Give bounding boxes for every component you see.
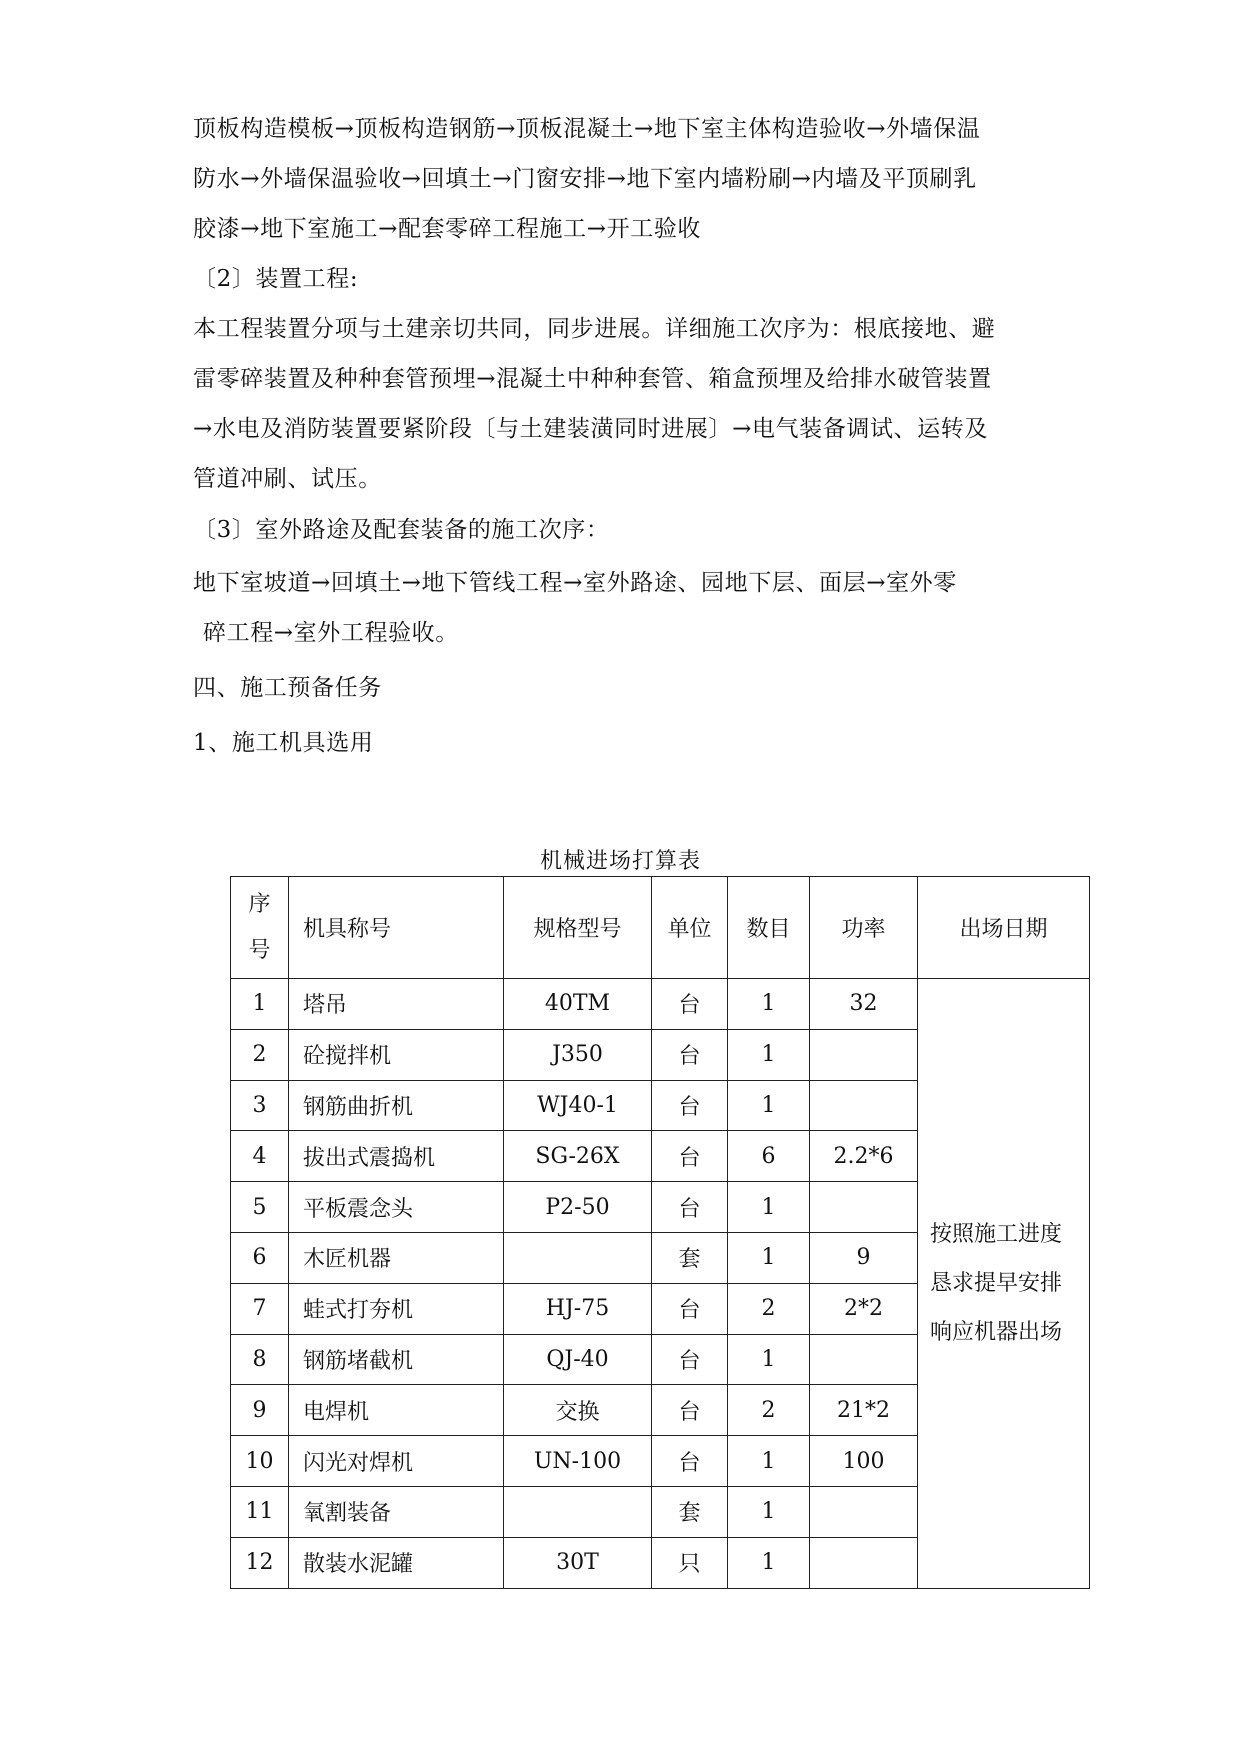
cell-name: 蛙式打夯机 (289, 1283, 504, 1334)
cell-spec: QJ-40 (504, 1334, 652, 1385)
cell-spec: UN-100 (504, 1436, 652, 1487)
cell-seq: 9 (231, 1385, 289, 1436)
cell-spec: 40TM (504, 979, 652, 1030)
header-spec: 规格型号 (504, 877, 652, 979)
cell-spec (504, 1486, 652, 1537)
section-heading: 〔2〕装置工程: (193, 266, 359, 292)
header-qty: 数目 (728, 877, 810, 979)
table-row (231, 979, 1090, 1030)
cell-qty: 1 (728, 1537, 810, 1588)
cell-spec: 30T (504, 1537, 652, 1588)
cell-power: 100 (810, 1436, 918, 1487)
cell-qty: 2 (728, 1283, 810, 1334)
cell-qty: 6 (728, 1131, 810, 1182)
cell-power (810, 1080, 918, 1131)
machinery-table (230, 876, 1090, 1589)
header-unit: 单位 (652, 877, 728, 979)
cell-qty: 1 (728, 1029, 810, 1080)
cell-power: 21*2 (810, 1385, 918, 1436)
cell-seq: 7 (231, 1283, 289, 1334)
cell-name: 氧割装备 (289, 1486, 504, 1537)
cell-seq: 3 (231, 1080, 289, 1131)
cell-spec: 交换 (504, 1385, 652, 1436)
cell-spec: SG-26X (504, 1131, 652, 1182)
cell-seq: 12 (231, 1537, 289, 1588)
paragraph-line: 顶板构造模板→顶板构造钢筋→顶板混凝土→地下室主体构造验收→外墙保温 (193, 116, 981, 142)
cell-name: 钢筋堵截机 (289, 1334, 504, 1385)
cell-unit: 套 (652, 1486, 728, 1537)
cell-qty: 1 (728, 1232, 810, 1283)
cell-spec: J350 (504, 1029, 652, 1080)
cell-name: 钢筋曲折机 (289, 1080, 504, 1131)
cell-unit: 台 (652, 1385, 728, 1436)
header-seq: 序 号 (231, 877, 289, 979)
header-power: 功率 (810, 877, 918, 979)
cell-power: 9 (810, 1232, 918, 1283)
subsection-heading: 1、施工机具选用 (193, 730, 374, 756)
cell-seq: 10 (231, 1436, 289, 1487)
cell-unit: 台 (652, 1080, 728, 1131)
cell-qty: 1 (728, 1182, 810, 1233)
cell-unit: 台 (652, 979, 728, 1030)
cell-unit: 只 (652, 1537, 728, 1588)
paragraph-line: →水电及消防装置要紧阶段〔与土建装潢同时进展〕→电气装备调试、运转及 (193, 416, 988, 442)
cell-seq: 2 (231, 1029, 289, 1080)
cell-seq: 6 (231, 1232, 289, 1283)
cell-qty: 1 (728, 1080, 810, 1131)
cell-power: 32 (810, 979, 918, 1030)
cell-name: 电焊机 (289, 1385, 504, 1436)
cell-unit: 台 (652, 1334, 728, 1385)
cell-seq: 5 (231, 1182, 289, 1233)
cell-power (810, 1537, 918, 1588)
cell-seq: 8 (231, 1334, 289, 1385)
cell-qty: 2 (728, 1385, 810, 1436)
cell-seq: 11 (231, 1486, 289, 1537)
cell-name: 拔出式震捣机 (289, 1131, 504, 1182)
paragraph-line: 碎工程→室外工程验收。 (203, 620, 459, 646)
cell-power (810, 1182, 918, 1233)
cell-name: 散装水泥罐 (289, 1537, 504, 1588)
cell-name: 塔吊 (289, 979, 504, 1030)
header-name: 机具称号 (289, 877, 504, 979)
paragraph-line: 雷零碎装置及种种套管预埋→混凝土中种种套管、箱盒预埋及给排水破管装置 (193, 366, 992, 392)
cell-power (810, 1486, 918, 1537)
cell-name: 木匠机器 (289, 1232, 504, 1283)
cell-unit: 台 (652, 1029, 728, 1080)
cell-unit: 台 (652, 1131, 728, 1182)
cell-unit: 套 (652, 1232, 728, 1283)
cell-seq: 4 (231, 1131, 289, 1182)
cell-name: 砼搅拌机 (289, 1029, 504, 1080)
cell-spec: HJ-75 (504, 1283, 652, 1334)
paragraph-line: 管道冲刷、试压。 (193, 466, 382, 492)
cell-spec: WJ40-1 (504, 1080, 652, 1131)
cell-qty: 1 (728, 1486, 810, 1537)
cell-power: 2*2 (810, 1283, 918, 1334)
section-heading: 〔3〕室外路途及配套装备的施工次序： (193, 517, 610, 543)
cell-name: 平板震念头 (289, 1182, 504, 1233)
paragraph-line: 胶漆→地下室施工→配套零碎工程施工→开工验收 (193, 216, 702, 242)
paragraph-line: 防水→外墙保温验收→回填土→门窗安排→地下室内墙粉刷→内墙及平顶刷乳 (193, 166, 977, 192)
cell-unit: 台 (652, 1283, 728, 1334)
cell-power (810, 1029, 918, 1080)
cell-seq: 1 (231, 979, 289, 1030)
cell-qty: 1 (728, 1436, 810, 1487)
cell-spec: P2-50 (504, 1182, 652, 1233)
paragraph-line: 本工程装置分项与土建亲切共同，同步进展。详细施工次序为：根底接地、避 (193, 316, 996, 342)
table-header-row (231, 877, 1090, 979)
chapter-heading: 四、施工预备任务 (193, 675, 382, 701)
cell-power (810, 1334, 918, 1385)
cell-unit: 台 (652, 1436, 728, 1487)
cell-date-note: 按照施工进度 恳求提早安排 响应机器出场 (918, 979, 1090, 1589)
cell-name: 闪光对焊机 (289, 1436, 504, 1487)
cell-unit: 台 (652, 1182, 728, 1233)
cell-power: 2.2*6 (810, 1131, 918, 1182)
cell-spec (504, 1232, 652, 1283)
table-title: 机械进场打算表 (539, 849, 701, 874)
header-date: 出场日期 (918, 877, 1090, 979)
paragraph-line: 地下室坡道→回填土→地下管线工程→室外路途、园地下层、面层→室外零 (193, 570, 957, 596)
cell-qty: 1 (728, 979, 810, 1030)
cell-qty: 1 (728, 1334, 810, 1385)
